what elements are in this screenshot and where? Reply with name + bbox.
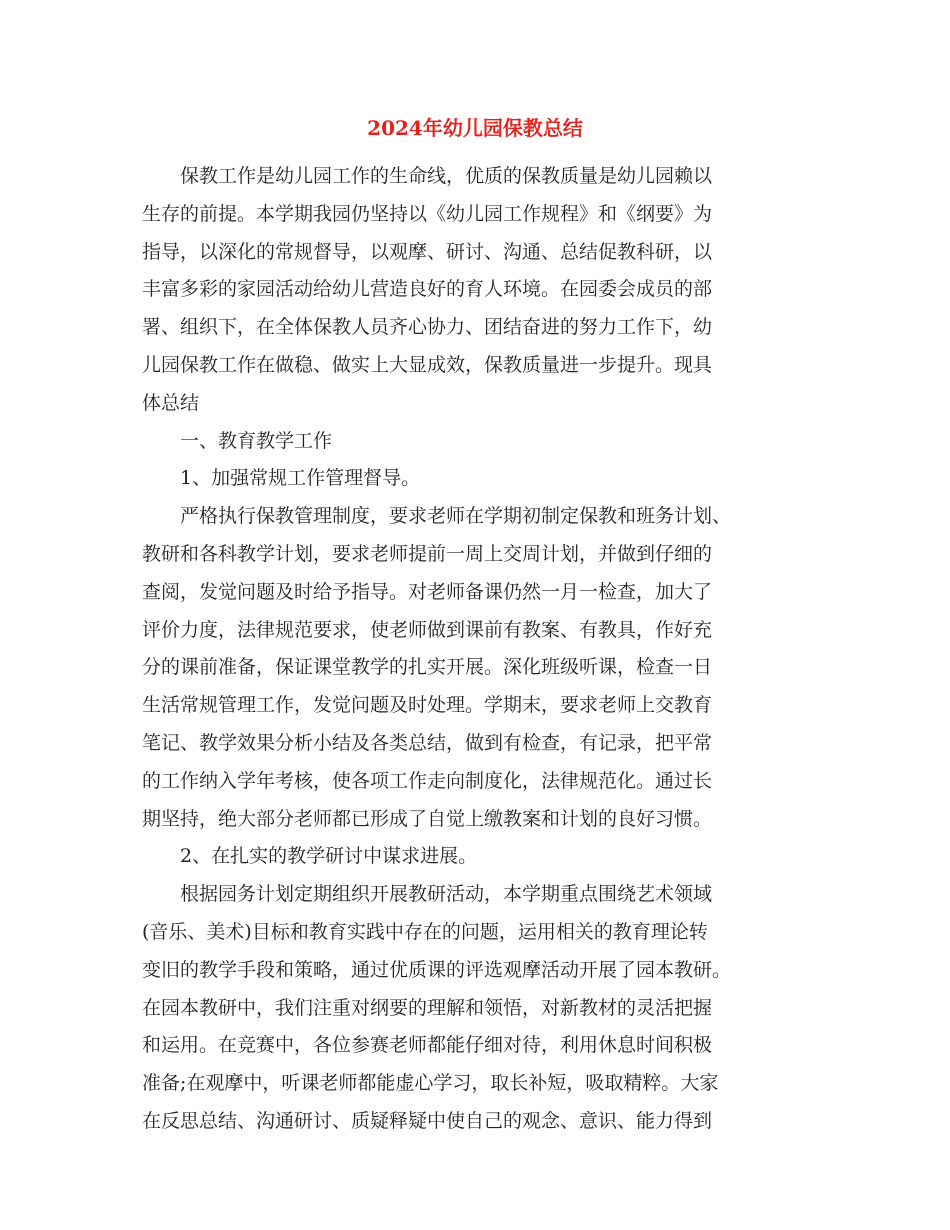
text-line: 笔记、教学效果分析小结及各类总结，做到有检查，有记录，把平常 xyxy=(142,731,713,754)
text-line: 教研和各科教学计划，要求老师提前一周上交周计划，并做到仔细的 xyxy=(142,542,713,565)
text-line: 评价力度，法律规范要求，使老师做到课前有教案、有教具，作好充 xyxy=(142,618,713,641)
text-line: 和运用。在竞赛中，各位参赛老师都能仔细对待，利用休息时间积极 xyxy=(142,1034,713,1057)
text-line: 丰富多彩的家园活动给幼儿营造良好的育人环境。在园委会成员的部 xyxy=(142,278,713,301)
text-line: 期坚持，绝大部分老师都已形成了自觉上缴教案和计划的良好习惯。 xyxy=(142,807,713,830)
text-line: 指导，以深化的常规督导，以观摩、研讨、沟通、总结促教科研，以 xyxy=(142,240,713,263)
text-line: 根据园务计划定期组织开展教研活动，本学期重点围绕艺术领域 xyxy=(142,883,713,906)
text-line: 生活常规管理工作，发觉问题及时处理。学期末，要求老师上交教育 xyxy=(142,694,713,717)
text-line: 准备;在观摩中，听课老师都能虚心学习，取长补短，吸取精粹。大家 xyxy=(142,1072,719,1095)
text-line: 署、组织下，在全体保教人员齐心协力、团结奋进的努力工作下，幼 xyxy=(142,316,713,339)
text-line: 分的课前准备，保证课堂教学的扎实开展。深化班级听课，检查一日 xyxy=(142,656,713,679)
document-body xyxy=(142,158,808,1141)
text-line: 保教工作是幼儿园工作的生命线，优质的保教质量是幼儿园赖以 xyxy=(142,165,713,187)
text-line: 变旧的教学手段和策略，通过优质课的评选观摩活动开展了园本教研。 xyxy=(142,958,732,981)
text-line: 在园本教研中，我们注重对纲要的理解和领悟，对新教材的灵活把握 xyxy=(142,996,713,1019)
text-line: 查阅，发觉问题及时给予指导。对老师备课仍然一月一检查，加大了 xyxy=(142,580,713,603)
text-line: 生存的前提。本学期我园仍坚持以《幼儿园工作规程》和《纲要》为 xyxy=(142,202,713,225)
text-line: 一、教育教学工作 xyxy=(142,429,333,452)
text-line: 严格执行保教管理制度，要求老师在学期初制定保教和班务计划、 xyxy=(142,505,732,528)
text-line: (音乐、美术)目标和教育实践中存在的问题，运用相关的教育理论转 xyxy=(142,920,708,943)
document-title: 2024年幼儿园保教总结 xyxy=(367,116,583,140)
text-line: 在反思总结、沟通研讨、质疑释疑中使自己的观念、意识、能力得到 xyxy=(142,1109,713,1132)
text-line: 1、加强常规工作管理督导。 xyxy=(142,467,421,490)
text-line: 儿园保教工作在做稳、做实上大显成效，保教质量进一步提升。现具 xyxy=(142,353,713,376)
text-line: 2、在扎实的教学研讨中谋求进展。 xyxy=(142,845,478,868)
text-line: 的工作纳入学年考核，使各项工作走向制度化，法律规范化。通过长 xyxy=(142,769,713,792)
text-line: 体总结 xyxy=(142,391,200,414)
